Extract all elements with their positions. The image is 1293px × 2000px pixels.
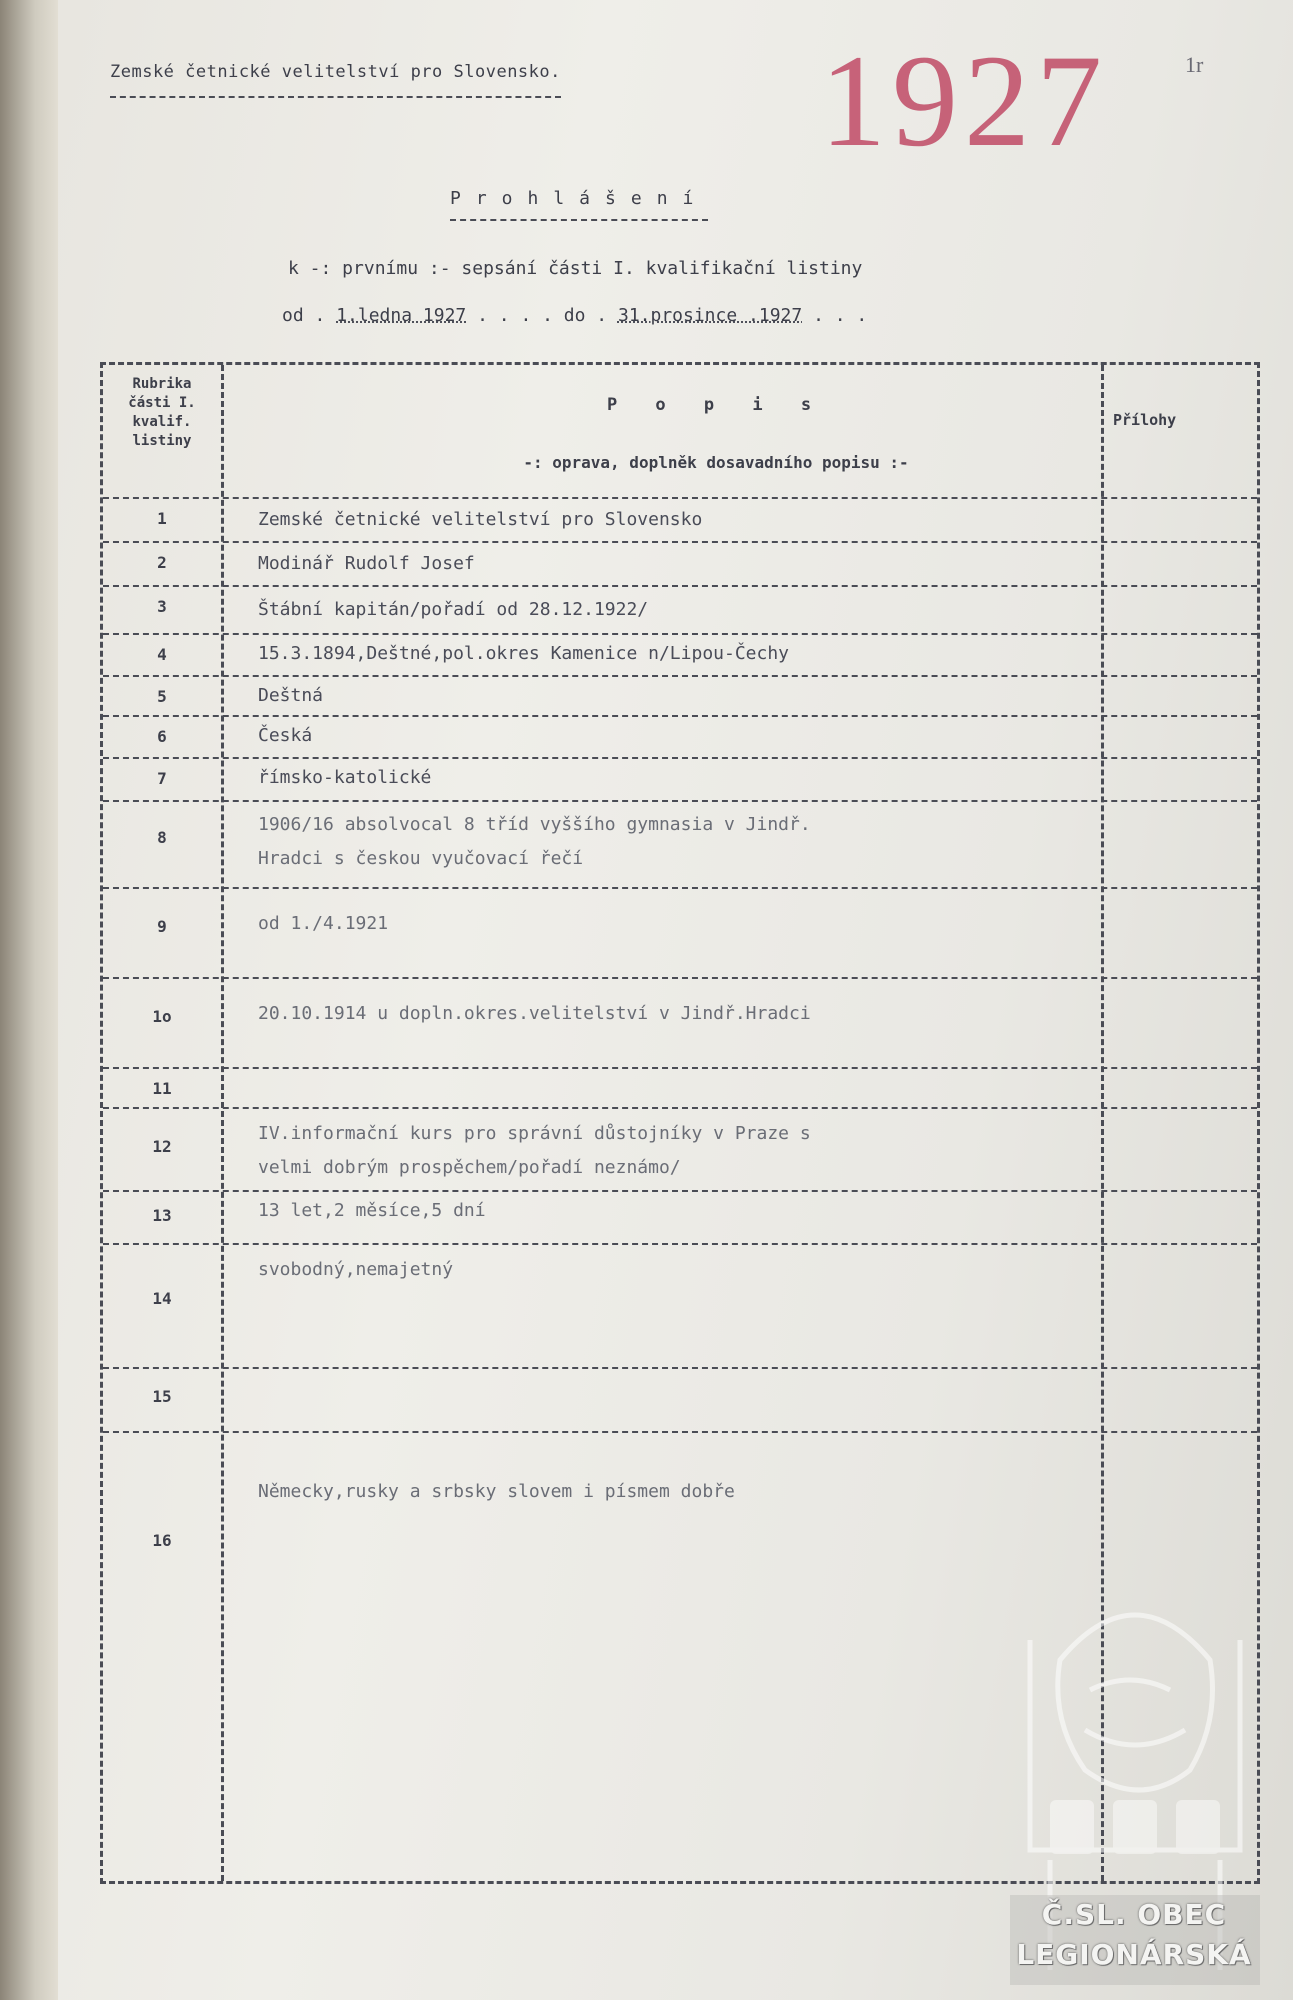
year-stamp: 1927	[820, 27, 1108, 174]
table-row	[103, 887, 1257, 977]
description-text: 20.10.1914 u dopln.okres.velitelství v Jindř.Hradci	[258, 1003, 811, 1024]
table-row	[103, 715, 1257, 757]
subtitle-line-2	[282, 305, 867, 326]
watermark-line-1: Č.SL. OBEC	[1041, 1898, 1227, 1931]
table-row	[103, 497, 1257, 541]
rubric-number: 16	[152, 1531, 172, 1550]
rubric-number: 1	[157, 509, 167, 528]
left-paper-edge	[0, 0, 58, 2000]
description-text: Deštná	[258, 685, 324, 706]
table-row	[103, 800, 1257, 887]
period-from-prefix: od .	[282, 305, 326, 326]
rubric-number: 7	[157, 769, 167, 788]
table-row	[103, 541, 1257, 585]
description-text: IV.informační kurs pro správní důstojníky v Praze s velmi dobrým prospěchem/pořadí neznámo/	[258, 1123, 811, 1178]
rubric-number: 12	[152, 1137, 172, 1156]
issuing-authority-header: Zemské četnické velitelství pro Slovensko.	[110, 62, 561, 98]
rubric-number: 5	[157, 687, 167, 706]
rubric-number: 15	[152, 1387, 172, 1406]
table-row	[103, 1107, 1257, 1190]
table-row	[103, 585, 1257, 633]
table-row	[103, 675, 1257, 715]
table-row	[103, 1190, 1257, 1243]
rubric-number: 8	[157, 828, 167, 847]
description-column-header: P o p i s	[606, 395, 826, 415]
description-text: od 1./4.1921	[258, 913, 389, 934]
description-text: 15.3.1894,Deštné,pol.okres Kamenice n/Lipou-Čechy	[258, 643, 790, 664]
period-to-date: 31.prosince .1927	[617, 305, 803, 326]
description-column-subheader: -: oprava, doplněk dosavadního popisu :-	[523, 453, 909, 472]
rubric-number: 13	[152, 1206, 172, 1225]
period-from-date: 1.ledna 1927	[336, 305, 467, 326]
rubric-number: 1o	[152, 1007, 172, 1026]
rubric-number: 3	[157, 597, 167, 616]
rubric-number: 2	[157, 553, 167, 572]
description-text: 13 let,2 měsíce,5 dní	[258, 1200, 486, 1221]
rubric-column-header-text: Rubrika části I. kvalif. listiny	[128, 376, 196, 449]
rubric-number: 4	[157, 645, 167, 664]
description-text: římsko-katolické	[258, 767, 432, 788]
rubric-number: 11	[152, 1079, 172, 1098]
period-suffix: . . .	[813, 305, 868, 326]
description-text: svobodný,nemajetný	[258, 1259, 454, 1280]
description-text: 1906/16 absolvocal 8 tříd vyššího gymnasia v Jindř. Hradci s českou vyučovací řečí	[258, 814, 811, 869]
attachments-column-header: Přílohy	[1113, 411, 1177, 429]
table-row	[103, 633, 1257, 675]
table-row	[103, 1243, 1257, 1367]
description-text: Modinář Rudolf Josef	[258, 553, 475, 574]
rubric-number: 9	[157, 917, 167, 936]
subtitle-line-1: k -: prvnímu :- sepsání části I. kvalifikační listiny	[288, 258, 863, 279]
watermark-line-2: LEGIONÁRSKÁ	[1016, 1938, 1252, 1971]
description-text: Štábní kapitán/pořadí od 28.12.1922/	[258, 599, 649, 620]
description-text: Zemské četnické velitelství pro Slovensko	[258, 509, 703, 530]
table-row	[103, 1367, 1257, 1431]
document-title: Prohlášení	[450, 188, 708, 221]
table-row	[103, 977, 1257, 1067]
description-text: Česká	[258, 725, 313, 746]
period-mid: . . . . do .	[477, 305, 608, 326]
folio-mark: 1r	[1185, 52, 1204, 77]
description-text: Německy,rusky a srbsky slovem i písmem dobře	[258, 1481, 735, 1502]
table-row	[103, 757, 1257, 800]
table-row	[103, 1067, 1257, 1107]
rubric-number: 6	[157, 727, 167, 746]
rubric-number: 14	[152, 1289, 172, 1308]
rubric-column-header	[103, 365, 221, 451]
